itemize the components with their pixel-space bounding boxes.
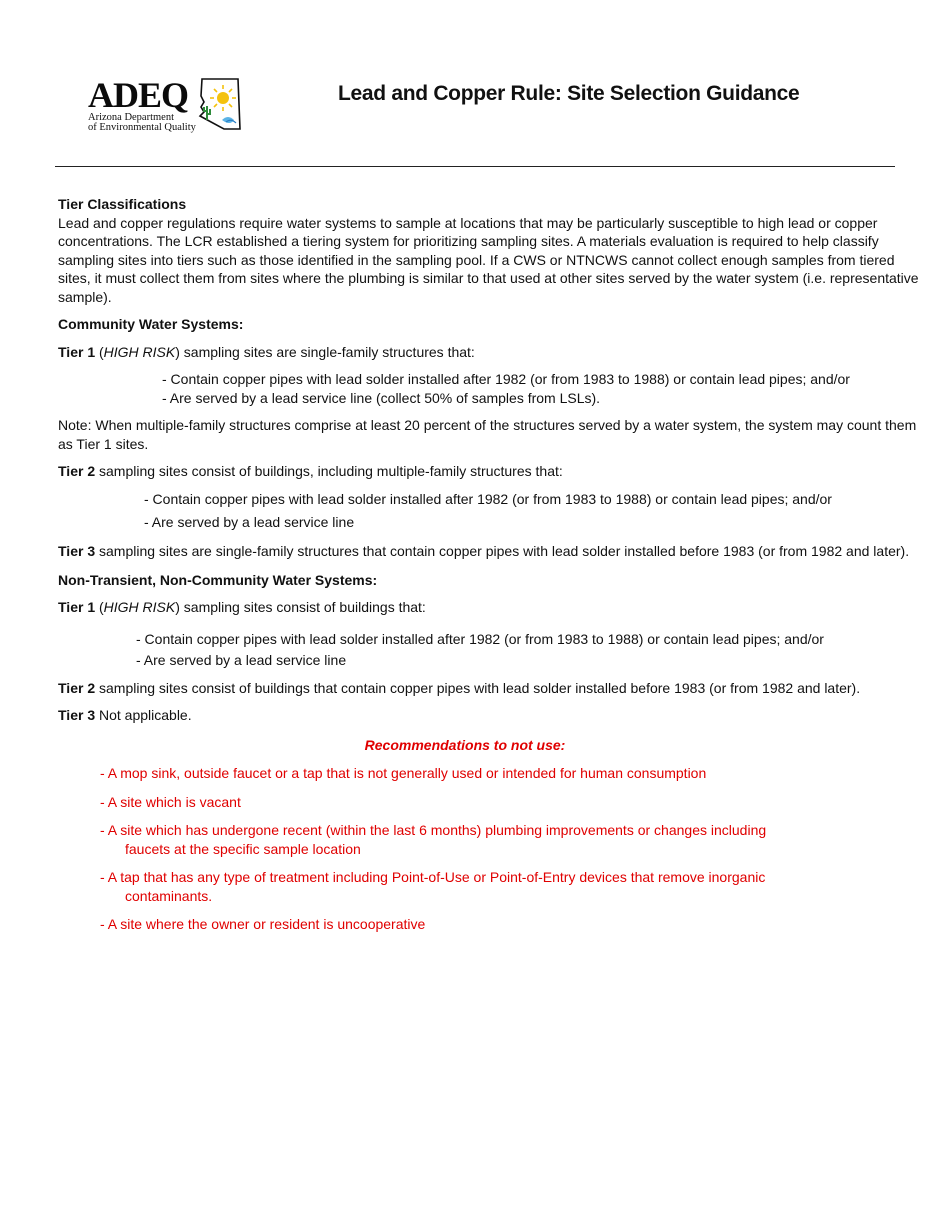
ntnc-tier1: Tier 1 (HIGH RISK) sampling sites consist of buildings that: [58, 599, 426, 615]
recommendation-line: - A mop sink, outside faucet or a tap that is not generally used or intended for human consumption [100, 765, 707, 781]
logo-subtitle-line1: Arizona Department [88, 112, 175, 123]
community-tier2 [58, 462, 920, 481]
recommendation-item [58, 793, 920, 812]
community-tier1-bullet: - Are served by a lead service line (collect 50% of samples from LSLs). [162, 389, 601, 406]
ntnc-heading: Non-Transient, Non-Community Water Systems: [58, 571, 378, 588]
document-body [58, 195, 920, 934]
adeq-logo [86, 76, 246, 134]
document-title: Lead and Copper Rule: Site Selection Guidance [338, 82, 800, 105]
ntnc-tier1-bullet: - Contain copper pipes with lead solder installed after 1982 (or from 1983 to 1988) or contain lead pipes; and/or [136, 630, 824, 647]
tier-text: sampling sites consist of buildings that: [179, 599, 426, 615]
community-note: Note: When multiple-family structures comprise at least 20 percent of the structures served by a water system, the system may count them as Tier 1 sites. [58, 417, 917, 452]
tier-label: Tier 2 [58, 679, 96, 696]
logo-subtitle-line2: of Environmental Quality [88, 122, 196, 133]
recommendation-line: - A site which has undergone recent (within the last 6 months) plumbing improvements or changes including [100, 822, 767, 838]
tier-label: Tier 2 [58, 463, 96, 479]
tier-label: Tier 1 [58, 343, 96, 360]
recommendation-line: - A tap that has any type of treatment including Point-of-Use or Point-of-Entry devices that remove inorganic [100, 869, 766, 885]
ntnc-tier2 [58, 679, 920, 698]
community-tier1: Tier 1 (HIGH RISK) sampling sites are single-family structures that: [58, 343, 475, 360]
recommendation-line: - A site which is vacant [100, 793, 241, 810]
recommendation-line-continued: contaminants. [125, 887, 213, 904]
recommendation-item [58, 868, 920, 905]
tier-classifications-heading: Tier Classifications [58, 196, 187, 212]
recommendation-item [58, 764, 920, 783]
header-divider [55, 166, 895, 167]
tier-text: sampling sites consist of buildings, including multiple-family structures that: [95, 463, 563, 479]
risk-label: HIGH RISK [103, 599, 176, 615]
logo-wordmark: ADEQ [88, 75, 189, 115]
community-tier3 [58, 541, 920, 562]
tier-text: Not applicable. [95, 707, 192, 723]
tier-text: sampling sites are single-family structures that contain copper pipes with lead solder installed before 1983 (or from 1982 and later). [95, 542, 910, 559]
community-tier2-bullet: - Are served by a lead service line [144, 514, 355, 530]
community-tier1-bullet: - Contain copper pipes with lead solder installed after 1982 (or from 1983 to 1988) or contain lead pipes; and/or [162, 371, 850, 387]
ntnc-tier1-bullet: - Are served by a lead service line [136, 652, 347, 668]
arizona-map-icon [198, 76, 244, 132]
tier-label: Tier 3 [58, 707, 96, 723]
ntnc-tier3 [58, 706, 920, 725]
recommendation-line-continued: faucets at the specific sample location [125, 840, 361, 857]
tier-text: sampling sites are single-family structures that: [179, 343, 475, 360]
tier-classifications-body: Lead and copper regulations require water systems to sample at locations that may be particularly susceptible to high lead or copper concentrations. The LCR established a tiering system for prioritizing sampling sites. A materials evaluation is required to help classify sampling sites into tiers such as those identified in the sampling pool. If a CWS or NTNCWS cannot collect enough samples from tiered sites, it must collect them from sites where the plumbing is similar to that used at other sites served by the water system (i.e. representative sample). [58, 214, 919, 305]
recommendation-item [58, 915, 920, 934]
recommendations-title: Recommendations to not use: [364, 736, 566, 753]
community-heading: Community Water Systems: [58, 316, 244, 332]
recommendation-line: - A site where the owner or resident is uncooperative [100, 916, 426, 932]
tier-label: Tier 1 [58, 599, 96, 615]
community-tier2-bullet: - Contain copper pipes with lead solder installed after 1982 (or from 1983 to 1988) or contain lead pipes; and/or [144, 490, 832, 507]
tier-label: Tier 3 [58, 542, 96, 559]
risk-label: HIGH RISK [103, 343, 176, 360]
recommendation-item [58, 821, 920, 858]
tier-text: sampling sites consist of buildings that contain copper pipes with lead solder installed before 1983 (or from 1982 and later). [95, 679, 861, 696]
